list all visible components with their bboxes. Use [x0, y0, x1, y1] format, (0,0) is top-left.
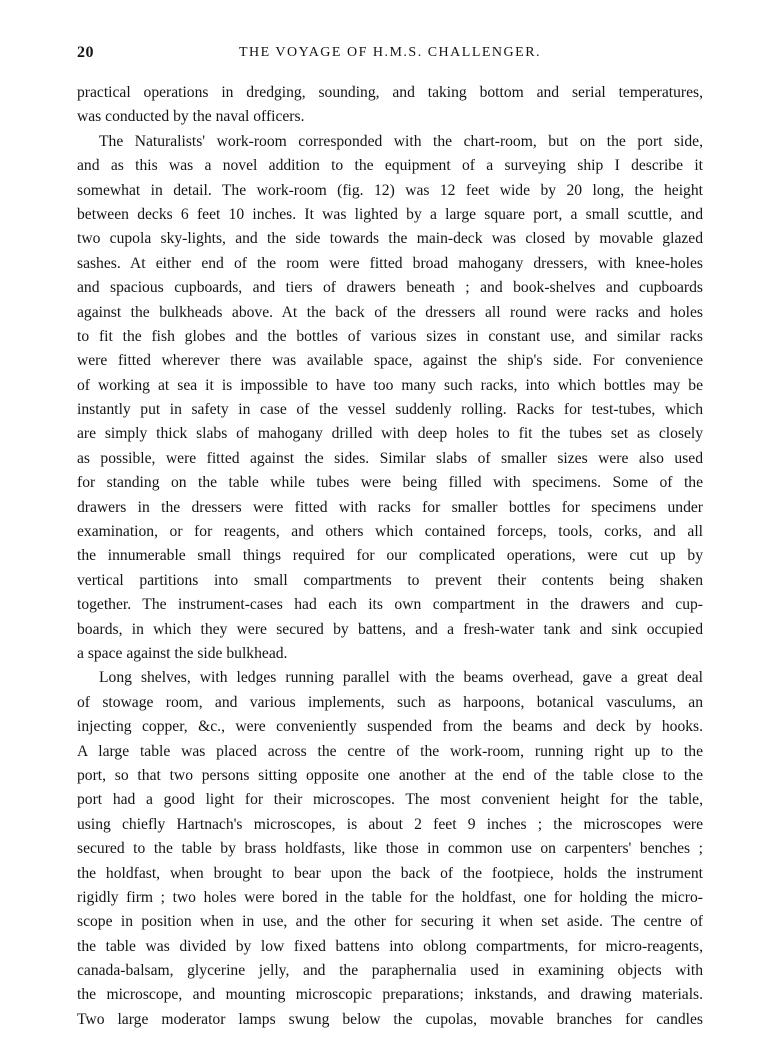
text-line: to fit the fish globes and the bottles of various sizes in constant use, and similar racks [77, 327, 703, 345]
text-line: Long shelves, with ledges running parallel with the beams overhead, gave a great deal [99, 669, 703, 687]
text-line: Two large moderator lamps swung below the cupolas, movable branches for candles [77, 1010, 703, 1028]
text-line: the innumerable small things required for our complicated operations, were cut up by [77, 547, 703, 565]
text-line: between decks 6 feet 10 inches. It was lighted by a large square port, a small scuttle, and [77, 205, 703, 223]
text-line: vertical partitions into small compartments to prevent their contents being shaken [77, 571, 703, 589]
text-line: of stowage room, and various implements, such as harpoons, botanical vasculums, an [77, 693, 703, 711]
text-line: canada-balsam, glycerine jelly, and the paraphernalia used in examining objects with [77, 962, 703, 980]
paragraph [77, 81, 703, 130]
text-line: two cupola sky-lights, and the side towards the main-deck was closed by movable glazed [77, 230, 703, 248]
text-line: somewhat in detail. The work-room (fig. 12) was 12 feet wide by 20 long, the height [77, 181, 703, 199]
running-title: THE VOYAGE OF H.M.S. CHALLENGER. [238, 45, 542, 60]
paragraph [77, 130, 703, 667]
text-line: and as this was a novel addition to the equipment of a surveying ship I describe it [77, 157, 703, 175]
text-line: scope in position when in use, and the other for securing it when set aside. The centre of [77, 913, 703, 931]
text-line: port, so that two persons sitting opposite one another at the end of the table close to the [77, 766, 703, 784]
text-line: was conducted by the naval officers. [77, 108, 305, 126]
text-line: rigidly firm ; two holes were bored in the table for the holdfast, one for holding the micro- [77, 888, 703, 906]
text-line: are simply thick slabs of mahogany drilled with deep holes to fit the tubes set as closely [77, 425, 703, 443]
paragraph [77, 666, 703, 1032]
text-line: A large table was placed across the centre of the work-room, running right up to the [77, 742, 703, 760]
text-line: drawers in the dressers were fitted with racks for smaller bottles for specimens under [77, 498, 703, 516]
page-number: 20 [77, 44, 94, 61]
text-line: of working at sea it is impossible to have too many such racks, into which bottles may be [77, 376, 703, 394]
page-header [77, 44, 703, 66]
text-line: injecting copper, &c., were conveniently suspended from the beams and deck by hooks. [77, 718, 703, 736]
text-line: the holdfast, when brought to bear upon the back of the footpiece, holds the instrument [77, 864, 703, 882]
text-line: examination, or for reagents, and others which contained forceps, tools, corks, and all [77, 523, 703, 541]
text-line: for standing on the table while tubes were being filled with specimens. Some of the [77, 474, 703, 492]
text-line: sashes. At either end of the room were fitted broad mahogany dressers, with knee-holes [77, 254, 703, 272]
text-line: secured to the table by brass holdfasts, like those in common use on carpenters' benches ; [77, 840, 703, 858]
text-line: port had a good light for their microscopes. The most convenient height for the table, [77, 791, 703, 809]
text-line: The Naturalists' work-room corresponded with the chart-room, but on the port side, [99, 132, 703, 150]
text-line: the table was divided by low fixed battens into oblong compartments, for micro-reagents, [77, 937, 703, 955]
text-line: against the bulkheads above. At the back of the dressers all round were racks and holes [77, 303, 703, 321]
text-line: a space against the side bulkhead. [77, 644, 288, 662]
text-line: practical operations in dredging, sounding, and taking bottom and serial temperatures, [77, 84, 703, 101]
text-line: together. The instrument-cases had each its own compartment in the drawers and cup- [77, 596, 703, 614]
body-text [77, 81, 703, 1032]
text-line: using chiefly Hartnach's microscopes, is about 2 feet 9 inches ; the microscopes were [77, 815, 703, 833]
text-line: and spacious cupboards, and tiers of drawers beneath ; and book-shelves and cupboards [77, 279, 703, 297]
text-line: were fitted wherever there was available space, against the ship's side. For convenience [77, 352, 703, 370]
text-line: as possible, were fitted against the sides. Similar slabs of smaller sizes were also used [77, 449, 703, 467]
text-line: boards, in which they were secured by battens, and a fresh-water tank and sink occupied [77, 620, 703, 638]
paragraph-container [77, 81, 703, 1032]
text-line: instantly put in safety in case of the vessel suddenly rolling. Racks for test-tubes, which [77, 401, 703, 419]
text-line: the microscope, and mounting microscopic preparations; inkstands, and drawing materials. [77, 986, 703, 1004]
